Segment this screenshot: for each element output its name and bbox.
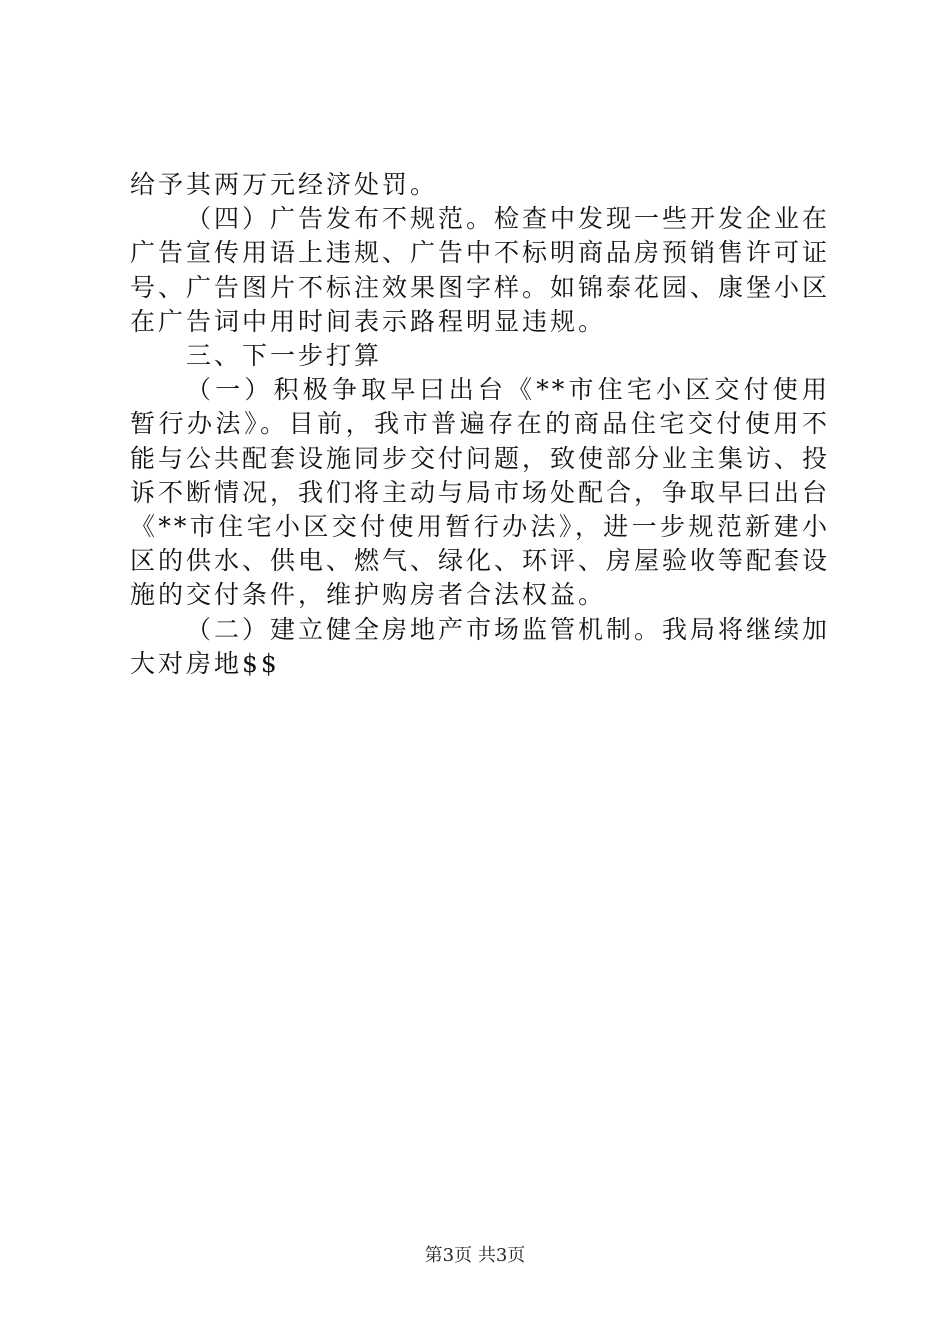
paragraph-advertising-issues: （四）广告发布不规范。检查中发现一些开发企业在广告宣传用语上违规、广告中不标明商品房预销售许可证号、广告图片不标注效果图字样。如锦泰花园、康堡小区在广告词中用时间表示路程明显违规。 [130, 204, 831, 336]
paragraph-delivery-measures: （一）积极争取早曰出台《**市住宅小区交付使用暂行办法》。目前，我市普遍存在的商品住宅交付使用不能与公共配套设施同步交付问题，致使部分业主集访、投诉不断情况，我们将主动与局市场处配合，争取早曰出台《**市住宅小区交付使用暂行办法》，进一步规范新建小区的供水、供电、燃气、绿化、环评、房屋验收等配套设施的交付条件，维护购房者合法权益。 [130, 375, 831, 610]
paragraph-penalty-continuation: 给予其两万元经济处罚。 [130, 170, 439, 199]
document-body [130, 168, 830, 681]
paragraph-supervision-mechanism: （二）建立健全房地产市场监管机制。我局将继续加大对房地$$ [130, 614, 831, 678]
section-heading-next-steps: 三、下一步打算 [186, 341, 383, 371]
page-footer: 第3页 共3页 [424, 1245, 526, 1266]
